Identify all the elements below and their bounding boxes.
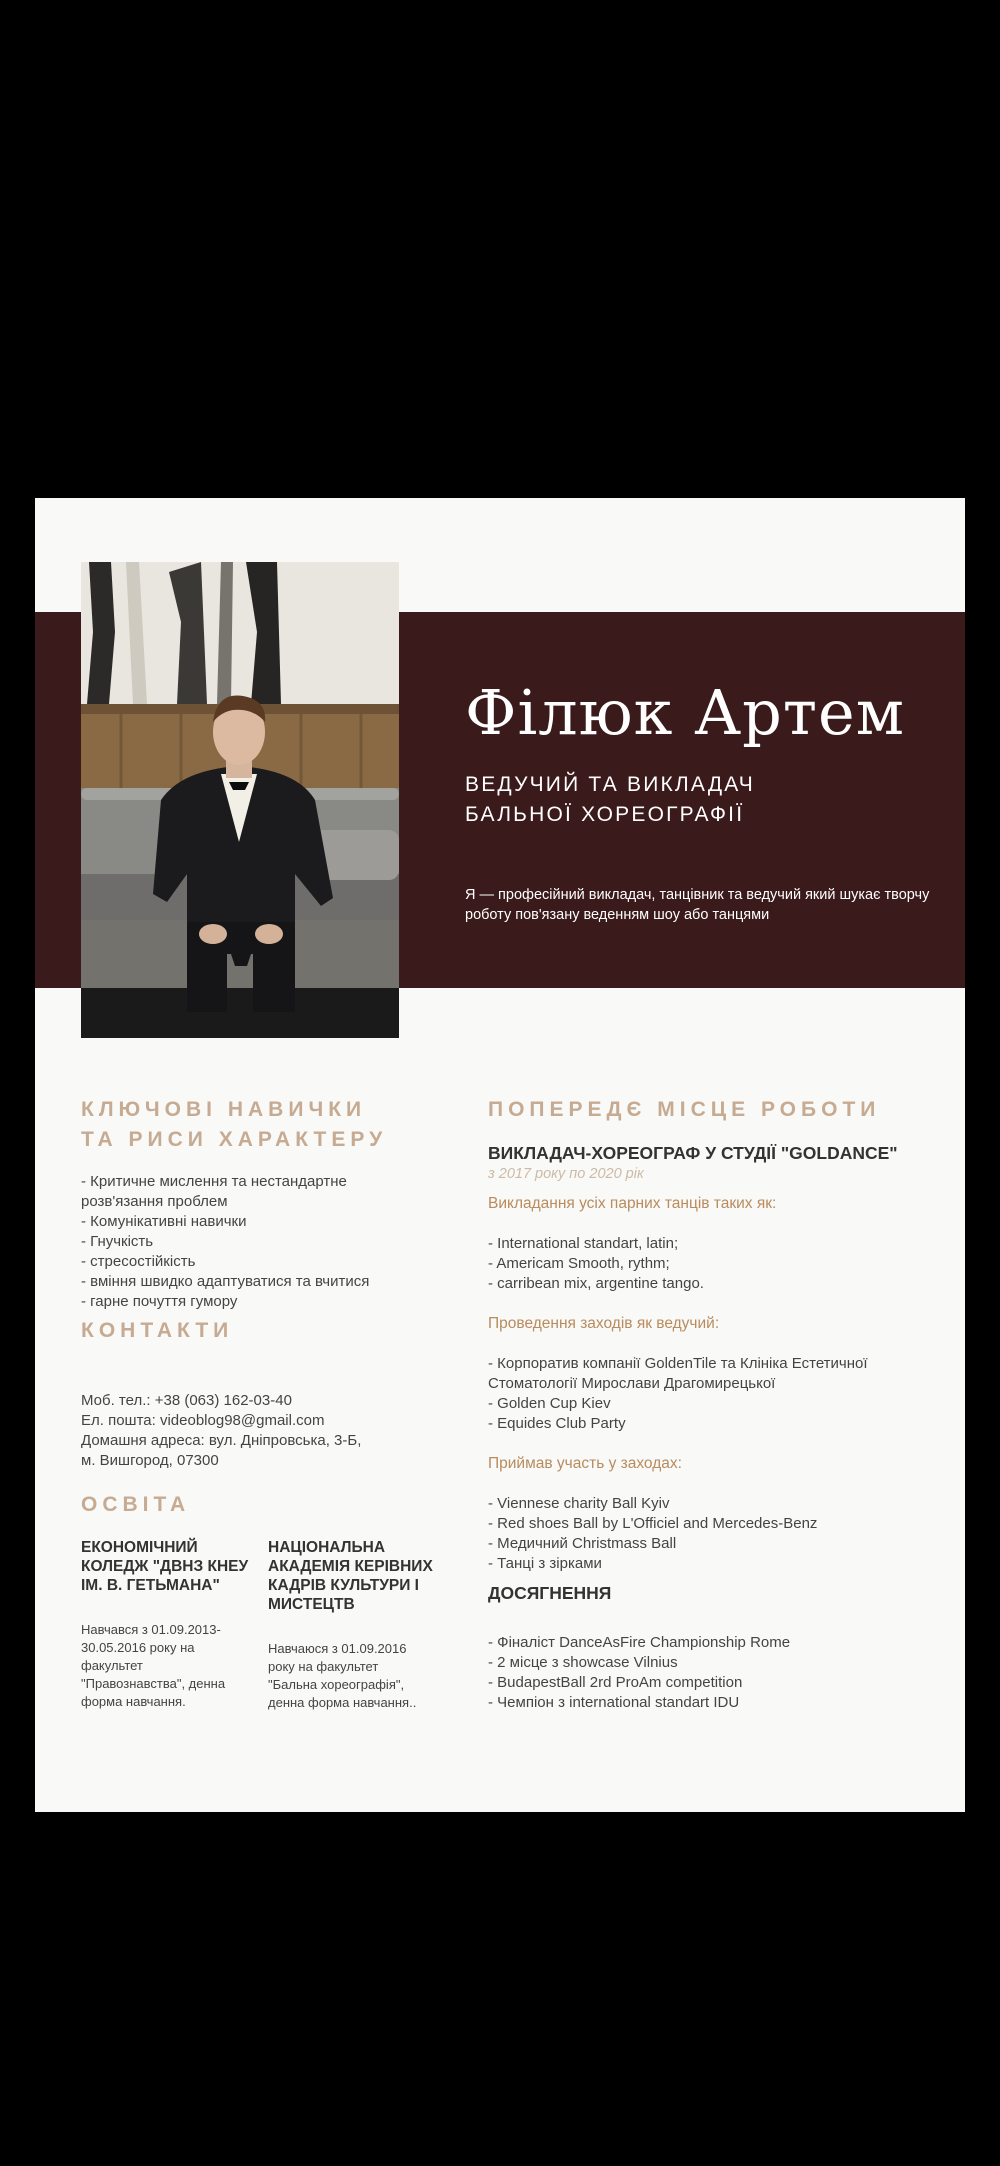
hosting-item: Стоматології Мирослави Драгомирецької (488, 1375, 776, 1392)
contact-address: м. Вишгород, 07300 (81, 1452, 219, 1469)
skill-item: - гарне почуття гумору (81, 1293, 238, 1310)
hosting-item: - Корпоратив компанії GoldenTile та Клініка Естетичної (488, 1355, 868, 1372)
contact-phone: Моб. тел.: +38 (063) 162-03-40 (81, 1392, 292, 1409)
education-heading: ОСВІТА (81, 1493, 191, 1516)
school-name (268, 1538, 433, 1614)
achievements-heading: ДОСЯГНЕННЯ (488, 1583, 612, 1603)
skill-item: - Комунікативні навички (81, 1213, 247, 1230)
intro-text: Я — професійний викладач, танцівник та ведучий який шукає творчу роботу пов'язану веденням шоу або танцями (465, 887, 930, 923)
events-title: Приймав участь у заходах: (488, 1455, 682, 1472)
school-text-line: року на факультет (268, 1659, 379, 1674)
job-title: ВИКЛАДАЧ-ХОРЕОГРАФ У СТУДІЇ "GOLDANCE" (488, 1143, 898, 1163)
hosting-item: - Golden Cup Kiev (488, 1395, 611, 1412)
achievement-item: - 2 місце з showcase Vilnius (488, 1654, 678, 1671)
school-text-line: 30.05.2016 року на (81, 1640, 195, 1655)
skills-heading-line: ТА РИСИ ХАРАКТЕРУ (81, 1128, 388, 1151)
experience-heading: ПОПЕРЕДЄ МІСЦЕ РОБОТИ (488, 1098, 881, 1121)
achievement-item: - Фіналіст DanceAsFire Championship Rome (488, 1634, 791, 1651)
school-name-line: ЕКОНОМІЧНИЙ (81, 1539, 198, 1556)
hosting-item: - Equides Club Party (488, 1415, 626, 1432)
skill-item: - Гнучкість (81, 1233, 154, 1250)
achievements-list (488, 1633, 790, 1713)
skill-item: - стресостійкість (81, 1253, 196, 1270)
profile-photo (81, 562, 399, 1038)
skills-heading (81, 1095, 387, 1155)
contact-email: Ел. пошта: videoblog98@gmail.com (81, 1412, 325, 1429)
school-text-line: Навчаюся з 01.09.2016 (268, 1641, 407, 1656)
event-item: - Медичний Christmass Ball (488, 1535, 677, 1552)
teaching-item: - Americam Smooth, rythm; (488, 1255, 670, 1272)
contacts-heading: КОНТАКТИ (81, 1319, 234, 1342)
school-name-line: ІМ. В. ГЕТЬМАНА" (81, 1577, 220, 1594)
school-name-line: АКАДЕМІЯ КЕРІВНИХ (268, 1558, 433, 1575)
job-role (465, 770, 755, 830)
teaching-item: - carribean mix, argentine tango. (488, 1275, 704, 1292)
skills-list (81, 1172, 369, 1312)
school-text-line: факультет (81, 1658, 143, 1673)
school-name-line: КОЛЕДЖ "ДВНЗ КНЕУ (81, 1558, 249, 1575)
event-item: - Red shoes Ball by L'Officiel and Mercedes-Benz (488, 1515, 818, 1532)
school-name-line: НАЦІОНАЛЬНА (268, 1539, 386, 1556)
event-item: - Танці з зірками (488, 1555, 602, 1572)
contact-address: Домашня адреса: вул. Дніпровська, 3-Б, (81, 1432, 362, 1449)
skills-heading-line: КЛЮЧОВІ НАВИЧКИ (81, 1098, 367, 1121)
skill-item: - вміння швидко адаптуватися та вчитися (81, 1273, 370, 1290)
resume-page (35, 498, 965, 1812)
teaching-item: - International standart, latin; (488, 1235, 679, 1252)
job-role-line: БАЛЬНОЇ ХОРЕОГРАФІЇ (465, 803, 745, 826)
achievement-item: - Чемпіон з international standart IDU (488, 1694, 740, 1711)
achievement-item: - BudapestBall 2rd ProAm competition (488, 1674, 743, 1691)
job-dates: з 2017 року по 2020 рік (488, 1166, 644, 1182)
school-text-line: "Правознавства", денна (81, 1676, 226, 1691)
school-description (268, 1640, 416, 1712)
hosting-title: Проведення заходів як ведучий: (488, 1315, 720, 1332)
school-name (81, 1538, 248, 1595)
school-text-line: "Бальна хореографія", (268, 1677, 405, 1692)
contacts-list (81, 1391, 361, 1471)
teaching-title: Викладання усіх парних танців таких як: (488, 1195, 777, 1212)
school-description (81, 1621, 225, 1711)
job-role-line: ВЕДУЧИЙ ТА ВИКЛАДАЧ (465, 773, 756, 796)
school-name-line: МИСТЕЦТВ (268, 1596, 355, 1613)
skill-item: розв'язання проблем (81, 1193, 228, 1210)
full-name: Філюк Артем (465, 676, 905, 749)
skill-item: - Критичне мислення та нестандартне (81, 1173, 347, 1190)
school-name-line: КАДРІВ КУЛЬТУРИ І (268, 1577, 419, 1594)
school-text-line: Навчався з 01.09.2013- (81, 1622, 221, 1637)
school-text-line: денна форма навчання.. (268, 1695, 417, 1710)
event-item: - Viennese charity Ball Kyiv (488, 1495, 670, 1512)
experience-details (488, 1194, 868, 1574)
school-text-line: форма навчання. (81, 1694, 186, 1709)
